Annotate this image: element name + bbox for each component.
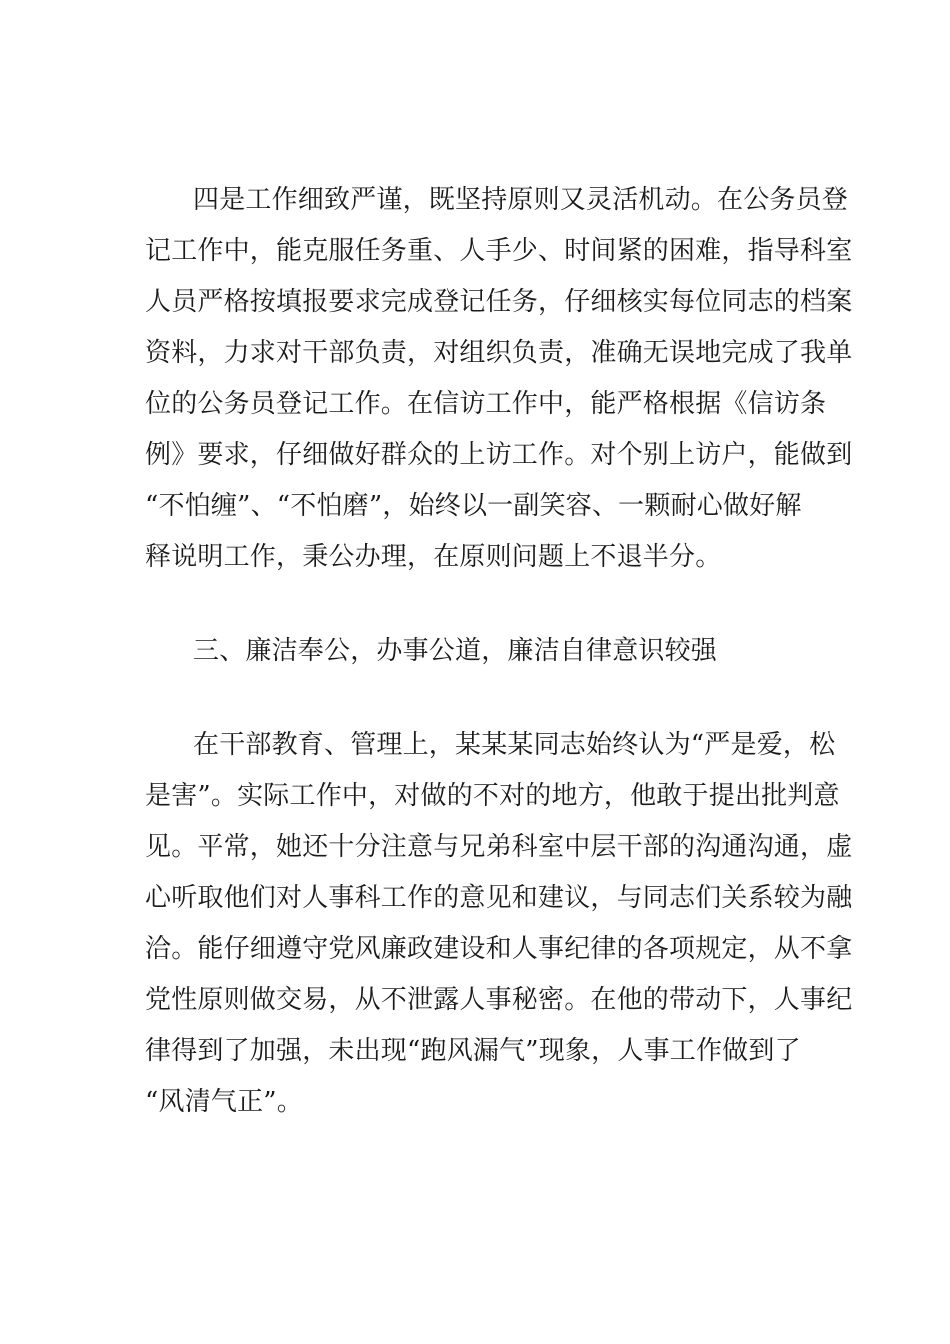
paragraph-line: 在干部教育、管理上，某某某同志始终认为“严是爱，松 bbox=[193, 730, 836, 760]
paragraph-line: 资料，力求对干部负责，对组织负责，准确无误地完成了我单 bbox=[145, 338, 853, 368]
paragraph-line: “不怕缠”、“不怕磨”，始终以一副笑容、一颗耐心做好解 bbox=[145, 491, 802, 521]
paragraph-line: “风清气正”。 bbox=[145, 1087, 303, 1117]
paragraph-line: 是害”。实际工作中，对做的不对的地方，他敢于提出批判意 bbox=[145, 781, 840, 811]
paragraph-line: 释说明工作，秉公办理，在原则问题上不退半分。 bbox=[145, 542, 722, 572]
section-heading: 三、廉洁奉公，办事公道，廉洁自律意识较强 bbox=[193, 636, 718, 666]
paragraph-line: 四是工作细致严谨，既坚持原则又灵活机动。在公务员登 bbox=[193, 185, 849, 215]
paragraph-line: 党性原则做交易，从不泄露人事秘密。在他的带动下，人事纪 bbox=[145, 985, 853, 1015]
paragraph-line: 记工作中，能克服任务重、人手少、时间紧的困难，指导科室 bbox=[145, 236, 853, 266]
paragraph-line: 心听取他们对人事科工作的意见和建议，与同志们关系较为融 bbox=[145, 883, 853, 913]
paragraph-line: 位的公务员登记工作。在信访工作中，能严格根据《信访条 bbox=[145, 389, 827, 419]
paragraph-line: 人员严格按填报要求完成登记任务，仔细核实每位同志的档案 bbox=[145, 287, 853, 317]
paragraph-line: 见。平常，她还十分注意与兄弟科室中层干部的沟通沟通，虚 bbox=[145, 832, 853, 862]
paragraph-line: 洽。能仔细遵守党风廉政建设和人事纪律的各项规定，从不拿 bbox=[145, 934, 853, 964]
paragraph-line: 律得到了加强，未出现“跑风漏气”现象，人事工作做到了 bbox=[145, 1036, 801, 1066]
paragraph-line: 例》要求，仔细做好群众的上访工作。对个别上访户，能做到 bbox=[145, 440, 853, 470]
